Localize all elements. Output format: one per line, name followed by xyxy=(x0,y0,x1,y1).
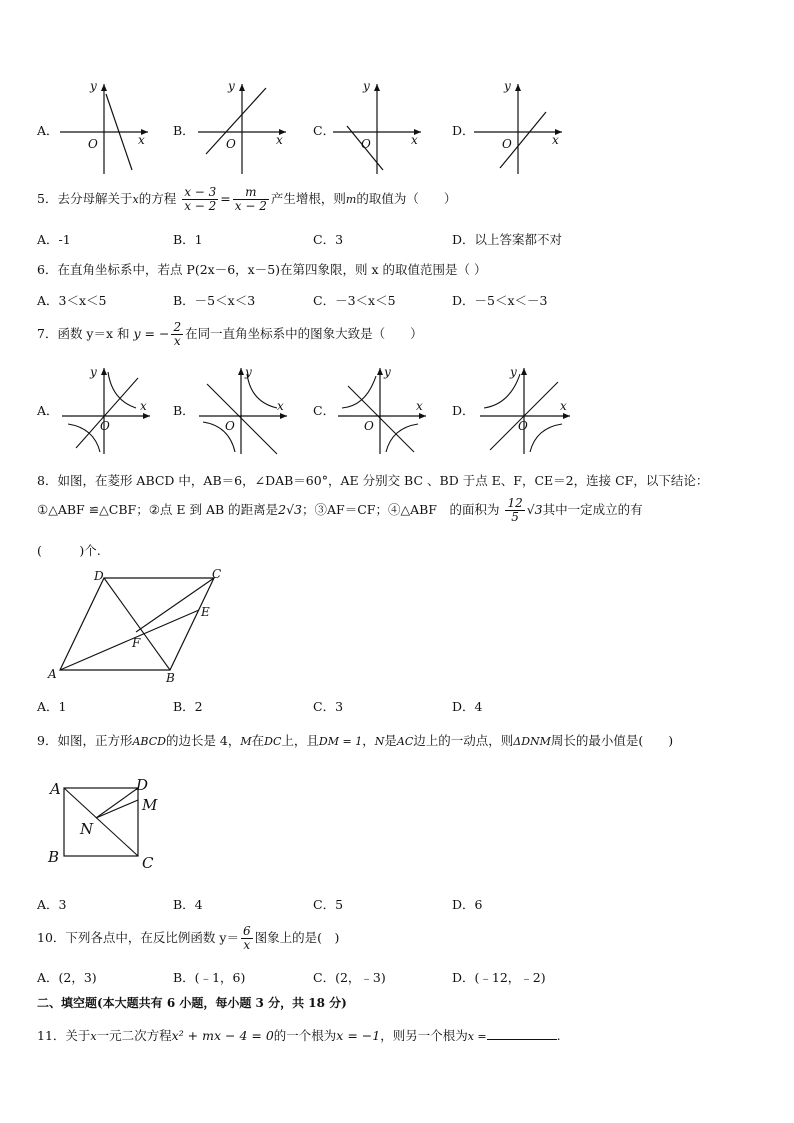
q8-rhombus-figure xyxy=(44,566,234,686)
q9-label-m: M xyxy=(142,796,158,814)
q8-label-f: F xyxy=(132,636,141,650)
q9-option-c: C．5 xyxy=(313,897,344,912)
q4-b-x-label: x xyxy=(276,133,283,147)
q7-graph-d xyxy=(478,364,578,456)
q7-b-x-label: x xyxy=(277,399,284,413)
q9-option-d: D．6 xyxy=(452,897,483,912)
q9-stem: 9．如图，正方形ABCD的边长是 4，M在DC上，且DM = 1，N是AC边上的一动点，则ΔDNM周长的最小值是( ) xyxy=(37,733,674,748)
q8-stem-line1: 8．如图，在菱形 ABCD 中，AB＝6，∠DAB＝60°，AE 分别交 BC 、BD 于点 E、F，CE＝2，连接 CF，以下结论： xyxy=(37,473,709,488)
q5-option-b: B．1 xyxy=(173,232,203,247)
q8-label-d: D xyxy=(94,569,104,583)
q4-d-x-label: x xyxy=(552,133,559,147)
q9-label-a: A xyxy=(50,780,61,798)
q7-c-y-label: y xyxy=(384,365,391,379)
q10-option-b: B．(﹣1，6) xyxy=(173,970,246,985)
q7-c-origin-label: O xyxy=(364,419,374,433)
q7-option-d-label: D． xyxy=(452,403,475,418)
q11-answer-blank[interactable] xyxy=(487,1027,557,1040)
q9-option-b: B．4 xyxy=(173,897,203,912)
q4-option-a-label: A． xyxy=(37,123,59,138)
q4-a-y-label: y xyxy=(90,79,97,93)
q7-graph-b xyxy=(197,364,297,456)
q8-label-b: B xyxy=(166,671,175,685)
q7-b-origin-label: O xyxy=(225,419,235,433)
q6-option-b: B．－5＜x＜3 xyxy=(173,293,256,308)
q6-stem: 6．在直角坐标系中，若点 P(2x－6，x－5)在第四象限，则 x 的取值范围是（ ） xyxy=(37,262,487,277)
q4-c-x-label: x xyxy=(411,133,418,147)
q6-option-c: C．－3＜x＜5 xyxy=(313,293,396,308)
q9-label-c: C xyxy=(142,854,154,872)
q4-option-b-label: B． xyxy=(173,123,195,138)
q7-option-b-label: B． xyxy=(173,403,195,418)
q4-b-origin-label: O xyxy=(226,137,236,151)
q9-square-figure xyxy=(46,776,166,876)
q6-option-d: D．－5＜x＜－3 xyxy=(452,293,548,308)
q7-stem: 7．函数 y＝x 和 y = − $\frac{2}{x}$ 在同一直角坐标系中的图象大致是（ ） xyxy=(37,320,423,348)
q5-stem: 5．去分母解关于x的方程 $\frac{x - 3}{x - 2}$ = $\frac{m}{x - 2}$ 产生增根，则m的取值为（ ） xyxy=(37,185,457,213)
q8-option-c: C．3 xyxy=(313,699,344,714)
q4-option-c-label: C． xyxy=(313,123,336,138)
q7-a-origin-label: O xyxy=(100,419,110,433)
q4-option-d-label: D． xyxy=(452,123,475,138)
q10-option-d: D．(﹣12，﹣2) xyxy=(452,970,546,985)
q9-label-n: N xyxy=(80,820,94,838)
q8-label-c: C xyxy=(212,567,222,581)
q8-option-a: A．1 xyxy=(37,699,67,714)
q6-option-a: A．3＜x＜5 xyxy=(37,293,107,308)
q7-d-y-label: y xyxy=(510,365,517,379)
q4-graph-b xyxy=(198,78,298,178)
q7-a-x-label: x xyxy=(140,399,147,413)
q9-label-d: D xyxy=(136,776,149,794)
q7-option-c-label: C． xyxy=(313,403,336,418)
q4-c-origin-label: O xyxy=(361,137,371,151)
q8-stem-line3: ( )个. xyxy=(37,543,101,558)
q8-label-a: A xyxy=(48,667,57,681)
q7-d-origin-label: O xyxy=(518,419,528,433)
q5-option-c: C．3 xyxy=(313,232,344,247)
section2-title: 二、填空题(本大题共有 6 小题，每小题 3 分，共 18 分) xyxy=(37,996,347,1010)
q4-d-origin-label: O xyxy=(502,137,512,151)
q9-label-b: B xyxy=(48,848,60,866)
q7-c-x-label: x xyxy=(416,399,423,413)
q5-option-d: D．以上答案都不对 xyxy=(452,232,563,247)
q7-graph-c xyxy=(336,364,436,456)
q4-d-y-label: y xyxy=(504,79,511,93)
q4-a-origin-label: O xyxy=(88,137,98,151)
q8-label-e: E xyxy=(201,605,210,619)
q8-stem-line2: ①△ABF ≌△CBF；②点 E 到 AB 的距离是2√3；③AF＝CF；④△ABF 的面积为 $\frac{12}{5}$ √3其中一定成立的有 xyxy=(37,496,643,524)
q8-option-b: B．2 xyxy=(173,699,203,714)
q10-stem: 10．下列各点中，在反比例函数 y＝ $\frac{6}{x}$ 图象上的是( ) xyxy=(37,924,340,952)
q7-graph-a xyxy=(60,364,160,456)
q7-d-x-label: x xyxy=(560,399,567,413)
q4-a-x-label: x xyxy=(138,133,145,147)
q4-graph-a xyxy=(60,78,160,178)
q7-a-y-label: y xyxy=(90,365,97,379)
q4-c-y-label: y xyxy=(363,79,370,93)
q11-stem: 11．关于x一元二次方程x² + mx − 4 = 0的一个根为x = −1，则另一个根为x = . xyxy=(37,1028,561,1043)
q10-option-a: A．(2，3) xyxy=(37,970,97,985)
q8-option-d: D．4 xyxy=(452,699,483,714)
q7-b-y-label: y xyxy=(245,365,252,379)
q7-option-a-label: A． xyxy=(37,403,59,418)
q4-graph-d xyxy=(474,78,574,178)
q10-option-c: C．(2，﹣3) xyxy=(313,970,386,985)
q5-option-a: A．-1 xyxy=(37,232,71,247)
q4-b-y-label: y xyxy=(228,79,235,93)
q9-option-a: A．3 xyxy=(37,897,67,912)
q4-graph-c xyxy=(333,78,433,178)
